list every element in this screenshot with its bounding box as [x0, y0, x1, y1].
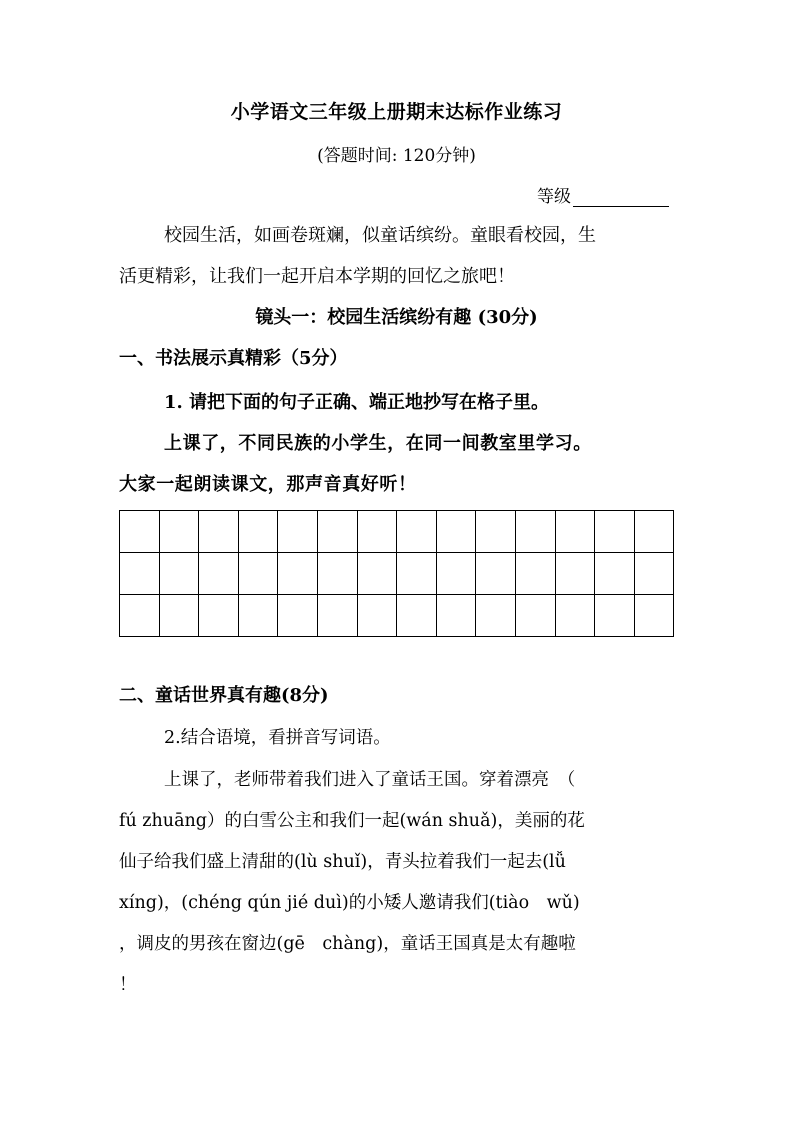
grid-row	[120, 595, 674, 637]
grid-cell[interactable]	[476, 553, 516, 595]
part2-heading: 二、童话世界真有趣(8分)	[119, 685, 329, 706]
grid-cell[interactable]	[634, 511, 674, 553]
grid-cell[interactable]	[317, 511, 357, 553]
grid-cell[interactable]	[436, 595, 476, 637]
story-line: ，调皮的男孩在窗边(gē chàng)，童话王国真是太有趣啦	[119, 934, 576, 954]
intro-line-2: 活更精彩，让我们一起开启本学期的回忆之旅吧！	[119, 266, 515, 287]
grid-cell[interactable]	[159, 595, 199, 637]
grid-cell[interactable]	[634, 595, 674, 637]
writing-grid[interactable]	[119, 510, 674, 637]
story-line: 上课了，老师带着我们进入了童话王国。穿着漂亮 （	[164, 770, 576, 790]
grid-cell[interactable]	[476, 511, 516, 553]
grid-cell[interactable]	[238, 511, 278, 553]
grade-field	[537, 182, 669, 207]
grid-cell[interactable]	[595, 511, 635, 553]
grid-cell[interactable]	[397, 595, 437, 637]
copy-sentence-line-1: 上课了，不同民族的小学生，在同一间教室里学习。	[164, 433, 592, 454]
grid-cell[interactable]	[317, 553, 357, 595]
story-line: xíng)，(chéng qún jié duì)的小矮人邀请我们(tiào wǔ)	[119, 893, 580, 913]
grid-cell[interactable]	[120, 595, 160, 637]
grid-cell[interactable]	[199, 511, 239, 553]
grid-cell[interactable]	[317, 595, 357, 637]
page-title: 小学语文三年级上册期末达标作业练习	[230, 101, 563, 123]
grid-cell[interactable]	[515, 595, 555, 637]
grid-cell[interactable]	[238, 595, 278, 637]
grid-cell[interactable]	[397, 511, 437, 553]
grid-cell[interactable]	[397, 553, 437, 595]
grade-label: 等级	[537, 187, 571, 207]
question-2: 2.结合语境，看拼音写词语。	[164, 728, 391, 748]
grid-cell[interactable]	[159, 511, 199, 553]
grid-cell[interactable]	[555, 595, 595, 637]
question-1: 1. 请把下面的句子正确、端正地抄写在格子里。	[164, 392, 550, 413]
grid-cell[interactable]	[199, 595, 239, 637]
part1-heading: 一、书法展示真精彩（5分）	[119, 348, 348, 369]
grid-cell[interactable]	[278, 511, 318, 553]
grid-cell[interactable]	[595, 553, 635, 595]
grid-cell[interactable]	[357, 553, 397, 595]
grade-blank[interactable]	[573, 190, 669, 207]
grid-cell[interactable]	[357, 511, 397, 553]
grid-cell[interactable]	[120, 553, 160, 595]
grid-cell[interactable]	[436, 511, 476, 553]
grid-cell[interactable]	[278, 595, 318, 637]
shot1-title: 镜头一：校园生活缤纷有趣 (30分)	[255, 307, 538, 328]
story-line: 仙子给我们盛上清甜的(lù shuǐ)，青头拉着我们一起去(lǚ	[119, 852, 566, 872]
grid-cell[interactable]	[357, 595, 397, 637]
grid-cell[interactable]	[555, 511, 595, 553]
grid-cell[interactable]	[278, 553, 318, 595]
story-line: ！	[119, 975, 137, 995]
grid-cell[interactable]	[515, 511, 555, 553]
grid-cell[interactable]	[555, 553, 595, 595]
grid-row	[120, 511, 674, 553]
grid-cell[interactable]	[238, 553, 278, 595]
grid-cell[interactable]	[634, 553, 674, 595]
grid-cell[interactable]	[199, 553, 239, 595]
grid-cell[interactable]	[515, 553, 555, 595]
grid-cell[interactable]	[436, 553, 476, 595]
grid-cell[interactable]	[159, 553, 199, 595]
grid-cell[interactable]	[595, 595, 635, 637]
time-limit: (答题时间: 120分钟)	[317, 146, 476, 166]
grid-row	[120, 553, 674, 595]
intro-line-1: 校园生活，如画卷斑斓，似童话缤纷。童眼看校园，生	[164, 225, 596, 246]
copy-sentence-line-2: 大家一起朗读课文，那声音真好听！	[119, 474, 417, 495]
story-line: fú zhuāng）的白雪公主和我们一起(wán shuǎ)，美丽的花	[119, 811, 585, 831]
grid-cell[interactable]	[120, 511, 160, 553]
grid-cell[interactable]	[476, 595, 516, 637]
